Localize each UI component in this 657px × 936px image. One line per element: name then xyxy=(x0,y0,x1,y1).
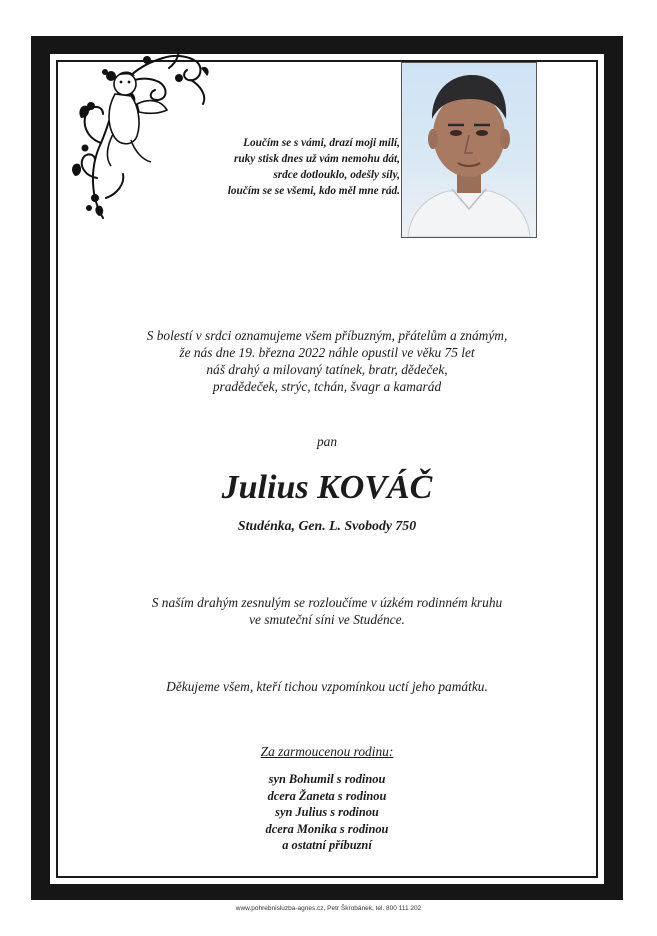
deceased-address: Studénka, Gen. L. Svobody 750 xyxy=(237,518,417,533)
poem-line: ruky stisk dnes už vám nemohu dát, xyxy=(233,153,400,165)
thanks-line: Děkujeme všem, kteří tichou vzpomínkou uctí jeho památku. xyxy=(166,679,488,694)
farewell-line: ve smuteční síni ve Studénce. xyxy=(249,612,405,627)
mourners-heading: Za zarmoucenou rodinu: xyxy=(260,744,394,759)
poem-line: srdce dotlouklo, odešly síly, xyxy=(273,169,400,181)
announcement-line: že nás dne 19. března 2022 náhle opustil ve věku 75 let xyxy=(179,345,475,360)
mourner-item: dcera Monika s rodinou xyxy=(265,821,389,836)
farewell-poem xyxy=(160,135,400,199)
farewell-info xyxy=(50,594,604,628)
mourners-list xyxy=(50,771,604,854)
farewell-line: S naším drahým zesnulým se rozloučíme v úzkém rodinném kruhu xyxy=(151,595,503,610)
funeral-service-footer: www.pohrebnisluzba-agnes.cz, Petr Škrobánek, tel. 800 111 202 xyxy=(235,905,422,912)
poem-line: loučím se se všemi, kdo měl mne rád. xyxy=(227,185,400,197)
announcement-line: náš drahý a milovaný tatínek, bratr, dědeček, xyxy=(206,362,448,377)
announcement-line: S bolestí v srdci oznamujeme všem příbuzným, přátelům a známým, xyxy=(146,328,508,343)
announcement-line: pradědeček, strýc, tchán, švagr a kamarád xyxy=(212,379,442,394)
salutation: pan xyxy=(316,434,338,449)
mourner-item: syn Bohumil s rodinou xyxy=(268,772,386,786)
portrait-photo xyxy=(401,62,537,238)
poem-line: Loučím se s vámi, drazí moji milí, xyxy=(243,137,400,149)
death-announcement xyxy=(50,327,604,395)
mourner-item: a ostatní příbuzní xyxy=(282,838,372,852)
mourner-item: syn Julius s rodinou xyxy=(275,805,379,819)
mourners-block xyxy=(50,743,604,854)
deceased-name: Julius KOVÁČ xyxy=(221,469,433,506)
mourner-item: dcera Žaneta s rodinou xyxy=(267,788,387,803)
portrait-figure-icon xyxy=(402,63,536,237)
